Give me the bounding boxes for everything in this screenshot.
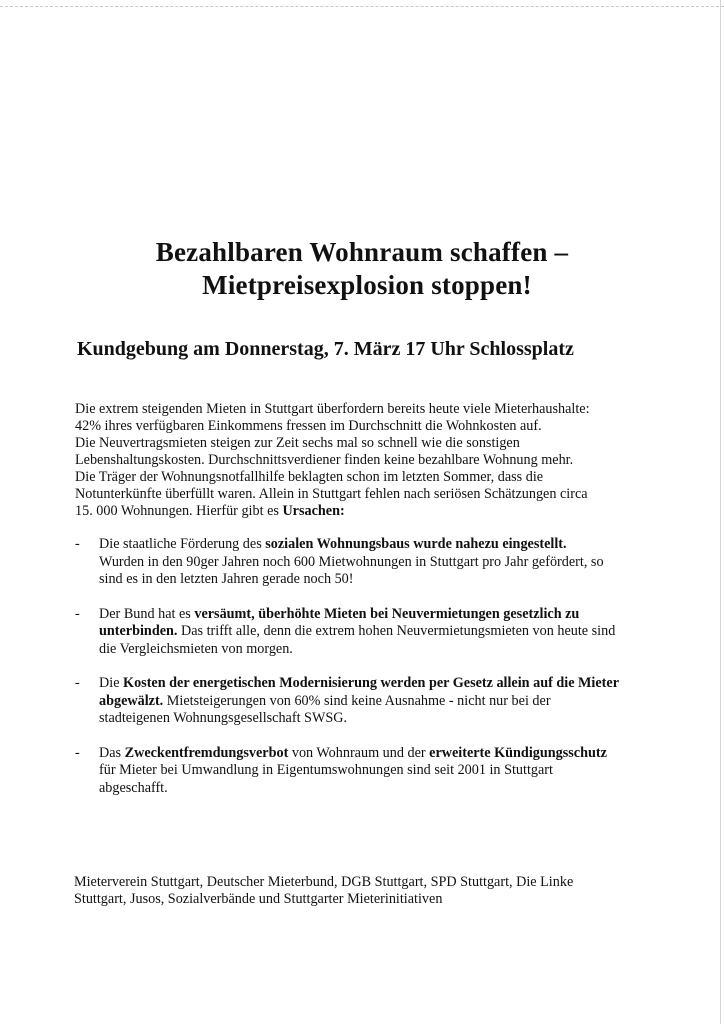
bullet-text: Der Bund hat es — [99, 605, 195, 622]
intro-bold-causes: Ursachen: — [282, 503, 345, 519]
bullet-line — [99, 745, 643, 763]
intro-line — [75, 503, 635, 520]
bullet-text: von Wohnraum und der — [288, 744, 430, 761]
list-item — [73, 745, 643, 798]
title-line-2: Mietpreisexplosion stoppen! — [202, 270, 532, 300]
bullet-dash: - — [75, 744, 80, 761]
organizers-footer — [74, 874, 654, 908]
intro-paragraph — [75, 401, 635, 520]
bullet-dash: - — [75, 605, 80, 622]
bullet-line — [99, 675, 643, 693]
intro-line: Die extrem steigenden Mieten in Stuttgart überfordern bereits heute viele Mieterhaushalte: — [75, 401, 590, 417]
list-item — [73, 675, 643, 728]
intro-line: Notunterkünfte überfüllt waren. Allein in Stuttgart fehlen nach seriösen Schätzungen circa — [75, 486, 588, 502]
bullet-line — [99, 536, 643, 554]
bullet-dash: - — [75, 536, 80, 552]
event-subtitle: Kundgebung am Donnerstag, 7. März 17 Uhr Schlossplatz — [77, 338, 574, 360]
footer-line: Stuttgart, Jusos, Sozialverbände und Stuttgarter Mieterinitiativen — [74, 891, 443, 907]
bullet-line — [99, 606, 643, 624]
intro-line: Die Neuvertragsmieten steigen zur Zeit sechs mal so schnell wie die sonstigen — [75, 435, 520, 451]
bullet-text: Das trifft alle, denn die extrem hohen Neuvermietungsmieten von heute sind — [177, 623, 616, 639]
bullet-line — [99, 693, 643, 711]
bullet-line: stadteigenen Wohnungsgesellschaft SWSG. — [99, 710, 348, 726]
scan-edge-right — [720, 0, 721, 1024]
bullet-line: Wurden in den 90ger Jahren noch 600 Mietwohnungen in Stuttgart pro Jahr gefördert, so — [99, 553, 604, 570]
bullet-bold-text: sozialen Wohnungsbaus wurde nahezu eingestellt. — [265, 536, 567, 552]
intro-text: 15. 000 Wohnungen. Hierfür gibt es — [75, 503, 283, 519]
bullet-text: Das — [99, 744, 125, 761]
page-title — [0, 236, 724, 302]
bullet-line: abgeschafft. — [99, 779, 168, 796]
bullet-line: sind es in den letzten Jahren gerade noch 50! — [99, 571, 354, 587]
bullet-text: Die — [99, 675, 124, 691]
scan-edge-top — [0, 6, 724, 7]
bullet-dash: - — [75, 675, 80, 691]
intro-line: 42% ihres verfügbaren Einkommens fressen im Durchschnitt die Wohnkosten auf. — [75, 418, 542, 434]
bullet-bold-text: versäumt, überhöhte Mieten bei Neuvermietungen gesetzlich zu — [194, 605, 580, 622]
causes-list — [73, 536, 643, 797]
bullet-bold-text: Zweckentfremdungsverbot — [124, 744, 289, 761]
bullet-bold-text: erweiterte Kündigungsschutz — [429, 744, 607, 761]
bullet-text: Mietsteigerungen von 60% sind keine Ausnahme - nicht nur bei der — [163, 692, 551, 709]
title-line-1: Bezahlbaren Wohnraum schaffen – — [155, 237, 569, 267]
bullet-bold-text: abgewälzt. — [99, 692, 164, 709]
bullet-bold-text: Kosten der energetischen Modernisierung werden per Gesetz allein auf die Mieter — [123, 675, 619, 691]
bullet-line: die Vergleichsmieten von morgen. — [99, 640, 293, 657]
bullet-bold-text: unterbinden. — [99, 623, 178, 639]
bullet-line: für Mieter bei Umwandlung in Eigentumswohnungen sind seit 2001 in Stuttgart — [99, 762, 553, 778]
list-item — [73, 606, 643, 659]
bullet-line — [99, 623, 643, 641]
intro-line: Lebenshaltungskosten. Durchschnittsverdiener finden keine bezahlbare Wohnung mehr. — [75, 452, 574, 468]
bullet-text: Die staatliche Förderung des — [99, 536, 266, 552]
intro-line: Die Träger der Wohnungsnotfallhilfe beklagten schon im letzten Sommer, dass die — [75, 469, 544, 485]
list-item — [73, 536, 643, 589]
footer-line: Mieterverein Stuttgart, Deutscher Mieterbund, DGB Stuttgart, SPD Stuttgart, Die Linke — [74, 874, 574, 890]
